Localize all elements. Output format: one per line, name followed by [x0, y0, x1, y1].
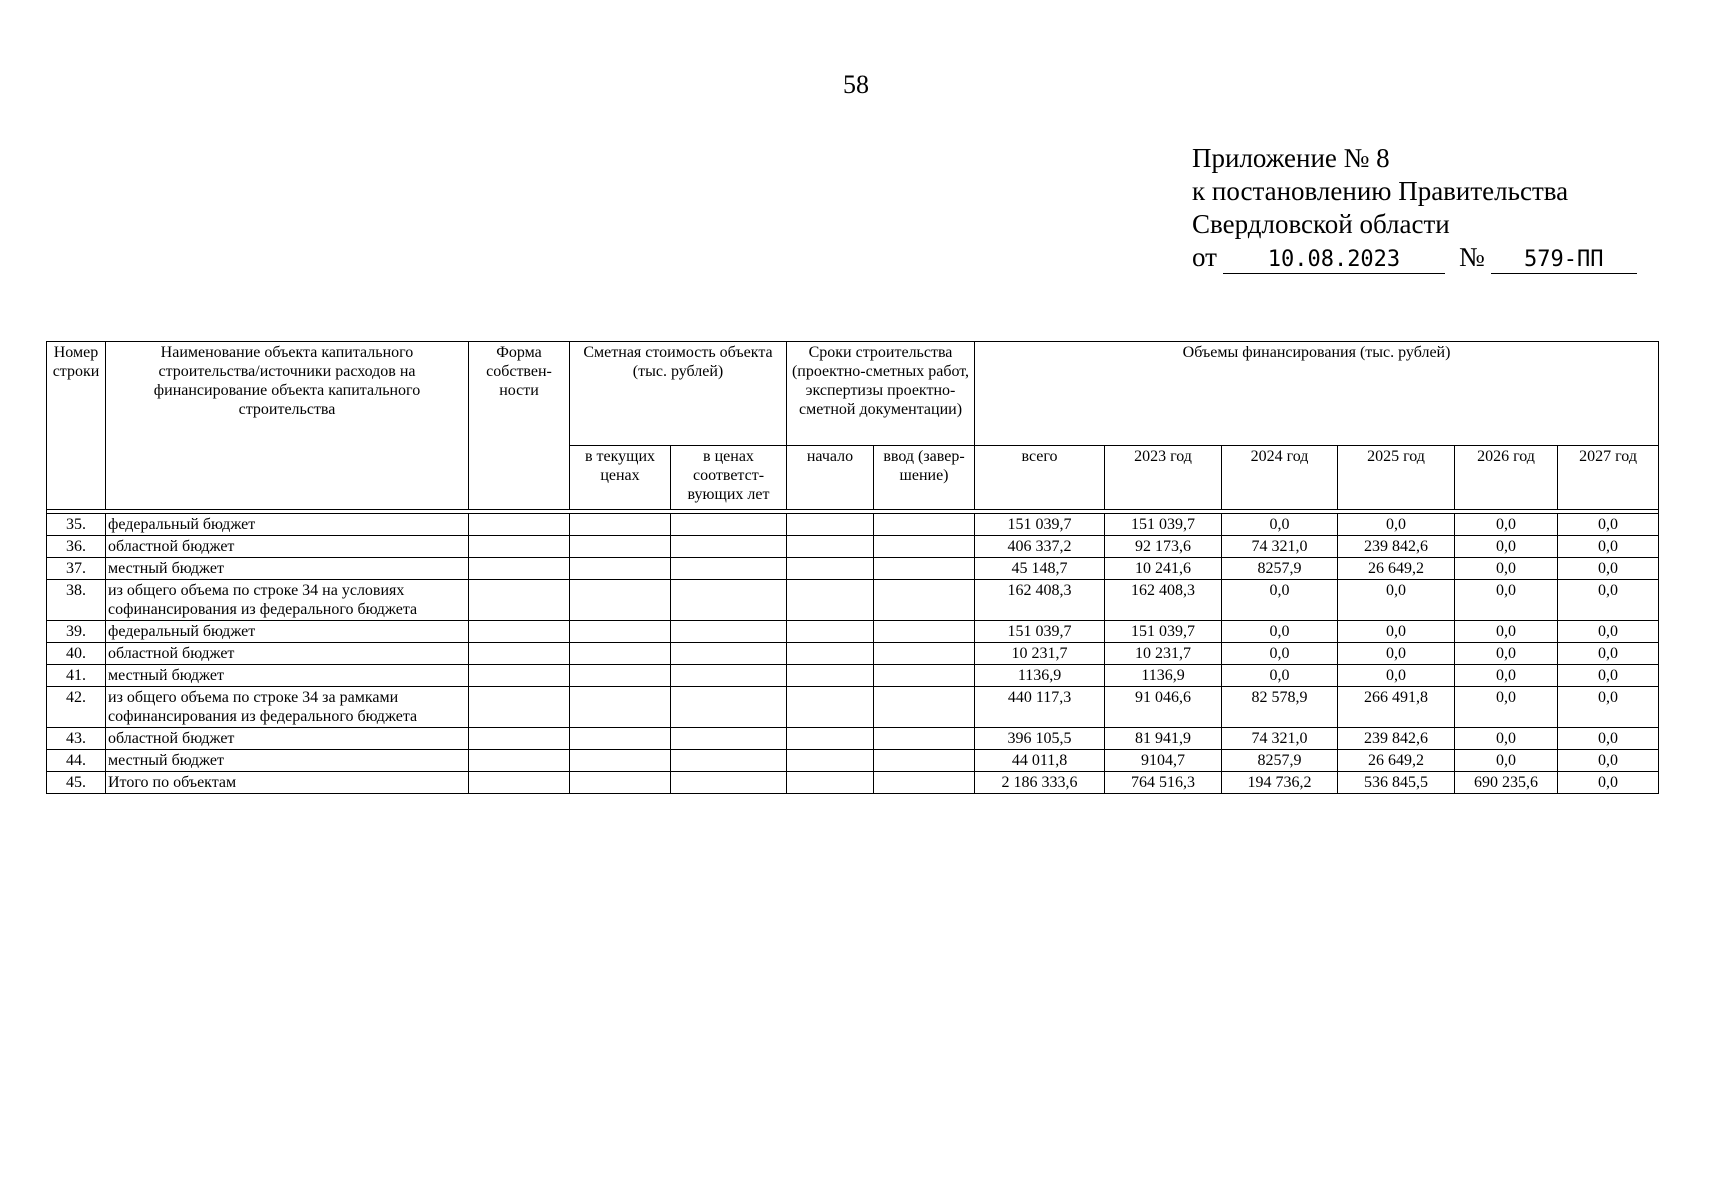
row-y2025-cell: 0,0: [1338, 621, 1455, 643]
header-estimated-cost: Сметная стоимость объекта (тыс. рублей): [570, 342, 787, 446]
row-empty-cell: [469, 687, 570, 728]
row-y2025-cell: 239 842,6: [1338, 536, 1455, 558]
row-empty-cell: [570, 580, 671, 621]
row-empty-cell: [874, 580, 975, 621]
row-name-cell: федеральный бюджет: [106, 621, 469, 643]
row-empty-cell: [570, 621, 671, 643]
row-empty-cell: [570, 643, 671, 665]
header-2026: 2026 год: [1455, 446, 1558, 510]
page-number: 58: [843, 70, 869, 99]
row-number-cell: 37.: [47, 558, 106, 580]
row-y2023-cell: 1136,9: [1105, 665, 1222, 687]
row-empty-cell: [787, 643, 874, 665]
row-y2024-cell: 0,0: [1222, 643, 1338, 665]
row-number-cell: 41.: [47, 665, 106, 687]
header-start: начало: [787, 446, 874, 510]
appendix-region: Свердловской области: [1192, 209, 1450, 239]
row-y2027-cell: 0,0: [1558, 687, 1659, 728]
row-name-cell: местный бюджет: [106, 750, 469, 772]
row-empty-cell: [570, 728, 671, 750]
date-prefix: от: [1192, 242, 1217, 272]
row-empty-cell: [469, 750, 570, 772]
appendix-date-line: [1192, 241, 1637, 274]
row-y2026-cell: 0,0: [1455, 580, 1558, 621]
row-y2023-cell: 764 516,3: [1105, 772, 1222, 794]
row-y2026-cell: 0,0: [1455, 750, 1558, 772]
row-empty-cell: [787, 558, 874, 580]
row-empty-cell: [787, 665, 874, 687]
row-empty-cell: [874, 665, 975, 687]
row-number-cell: 39.: [47, 621, 106, 643]
row-y2026-cell: 0,0: [1455, 536, 1558, 558]
row-empty-cell: [469, 643, 570, 665]
row-empty-cell: [874, 728, 975, 750]
row-y2026-cell: 0,0: [1455, 558, 1558, 580]
row-number-cell: 45.: [47, 772, 106, 794]
header-row-number: Номер строки: [47, 342, 106, 510]
row-total-cell: 396 105,5: [975, 728, 1105, 750]
header-total: всего: [975, 446, 1105, 510]
row-y2026-cell: 0,0: [1455, 621, 1558, 643]
row-y2027-cell: 0,0: [1558, 750, 1659, 772]
row-y2027-cell: 0,0: [1558, 621, 1659, 643]
row-empty-cell: [787, 728, 874, 750]
row-y2027-cell: 0,0: [1558, 558, 1659, 580]
row-empty-cell: [469, 580, 570, 621]
row-empty-cell: [671, 772, 787, 794]
row-y2023-cell: 91 046,6: [1105, 687, 1222, 728]
row-y2024-cell: 0,0: [1222, 580, 1338, 621]
row-empty-cell: [671, 558, 787, 580]
row-name-cell: областной бюджет: [106, 728, 469, 750]
row-empty-cell: [874, 536, 975, 558]
row-y2023-cell: 9104,7: [1105, 750, 1222, 772]
appendix-subtitle: к постановлению Правительства: [1192, 176, 1569, 206]
row-y2026-cell: 0,0: [1455, 687, 1558, 728]
row-y2023-cell: 92 173,6: [1105, 536, 1222, 558]
row-empty-cell: [671, 643, 787, 665]
row-total-cell: 440 117,3: [975, 687, 1105, 728]
row-empty-cell: [671, 621, 787, 643]
row-empty-cell: [671, 687, 787, 728]
row-number-cell: 44.: [47, 750, 106, 772]
row-number-cell: 40.: [47, 643, 106, 665]
table-row: [47, 514, 1659, 536]
row-y2023-cell: 162 408,3: [1105, 580, 1222, 621]
row-y2027-cell: 0,0: [1558, 728, 1659, 750]
row-y2027-cell: 0,0: [1558, 580, 1659, 621]
row-total-cell: 2 186 333,6: [975, 772, 1105, 794]
row-number-cell: 38.: [47, 580, 106, 621]
row-empty-cell: [469, 558, 570, 580]
header-construction-terms: Сроки строительства (проектно-сметных работ, экспертизы проектно-сметной документации): [787, 342, 975, 446]
table-row: [47, 621, 1659, 643]
row-y2024-cell: 74 321,0: [1222, 536, 1338, 558]
row-empty-cell: [874, 643, 975, 665]
row-y2026-cell: 0,0: [1455, 665, 1558, 687]
row-empty-cell: [570, 772, 671, 794]
row-total-cell: 45 148,7: [975, 558, 1105, 580]
row-y2024-cell: 8257,9: [1222, 558, 1338, 580]
row-y2027-cell: 0,0: [1558, 665, 1659, 687]
row-empty-cell: [671, 728, 787, 750]
row-name-cell: областной бюджет: [106, 536, 469, 558]
header-2027: 2027 год: [1558, 446, 1659, 510]
row-empty-cell: [570, 750, 671, 772]
row-y2023-cell: 10 231,7: [1105, 643, 1222, 665]
row-number-cell: 35.: [47, 514, 106, 536]
row-total-cell: 151 039,7: [975, 514, 1105, 536]
row-name-cell: из общего объема по строке 34 на условиях софинансирования из федерального бюджета: [106, 580, 469, 621]
row-empty-cell: [570, 558, 671, 580]
row-name-cell: из общего объема по строке 34 за рамками софинансирования из федерального бюджета: [106, 687, 469, 728]
row-empty-cell: [787, 536, 874, 558]
row-y2026-cell: 0,0: [1455, 643, 1558, 665]
number-value: 579-ПП: [1491, 247, 1637, 274]
table-row: [47, 750, 1659, 772]
row-y2025-cell: 0,0: [1338, 643, 1455, 665]
row-empty-cell: [469, 665, 570, 687]
table-row: [47, 772, 1659, 794]
table-row: [47, 558, 1659, 580]
row-empty-cell: [787, 621, 874, 643]
row-y2023-cell: 10 241,6: [1105, 558, 1222, 580]
row-empty-cell: [787, 580, 874, 621]
table-row: [47, 643, 1659, 665]
row-total-cell: 406 337,2: [975, 536, 1105, 558]
row-empty-cell: [570, 665, 671, 687]
row-y2023-cell: 151 039,7: [1105, 514, 1222, 536]
row-y2024-cell: 194 736,2: [1222, 772, 1338, 794]
row-empty-cell: [874, 558, 975, 580]
row-empty-cell: [874, 772, 975, 794]
row-empty-cell: [469, 514, 570, 536]
row-y2024-cell: 0,0: [1222, 621, 1338, 643]
row-y2025-cell: 26 649,2: [1338, 750, 1455, 772]
row-total-cell: 151 039,7: [975, 621, 1105, 643]
row-empty-cell: [874, 514, 975, 536]
row-y2024-cell: 8257,9: [1222, 750, 1338, 772]
table-row: [47, 536, 1659, 558]
row-total-cell: 44 011,8: [975, 750, 1105, 772]
row-y2025-cell: 266 491,8: [1338, 687, 1455, 728]
appendix-block: [1192, 142, 1637, 274]
table-row: [47, 687, 1659, 728]
row-y2025-cell: 536 845,5: [1338, 772, 1455, 794]
row-y2025-cell: 239 842,6: [1338, 728, 1455, 750]
row-y2025-cell: 0,0: [1338, 580, 1455, 621]
row-name-cell: местный бюджет: [106, 665, 469, 687]
row-empty-cell: [671, 665, 787, 687]
row-empty-cell: [469, 621, 570, 643]
header-2025: 2025 год: [1338, 446, 1455, 510]
row-empty-cell: [570, 536, 671, 558]
header-cost-years: в ценах соответст-вующих лет: [671, 446, 787, 510]
row-empty-cell: [469, 772, 570, 794]
row-total-cell: 1136,9: [975, 665, 1105, 687]
row-y2024-cell: 82 578,9: [1222, 687, 1338, 728]
row-empty-cell: [874, 750, 975, 772]
row-empty-cell: [787, 772, 874, 794]
header-finish: ввод (завер-шение): [874, 446, 975, 510]
row-empty-cell: [671, 580, 787, 621]
row-empty-cell: [469, 536, 570, 558]
row-y2024-cell: 0,0: [1222, 514, 1338, 536]
header-cost-current: в текущих ценах: [570, 446, 671, 510]
appendix-title: Приложение № 8: [1192, 143, 1390, 173]
row-y2025-cell: 26 649,2: [1338, 558, 1455, 580]
row-empty-cell: [469, 728, 570, 750]
row-y2027-cell: 0,0: [1558, 536, 1659, 558]
row-y2023-cell: 151 039,7: [1105, 621, 1222, 643]
row-empty-cell: [671, 750, 787, 772]
row-empty-cell: [787, 687, 874, 728]
row-name-cell: местный бюджет: [106, 558, 469, 580]
row-empty-cell: [570, 514, 671, 536]
row-number-cell: 36.: [47, 536, 106, 558]
header-financing: Объемы финансирования (тыс. рублей): [975, 342, 1659, 446]
row-y2026-cell: 0,0: [1455, 728, 1558, 750]
table-row: [47, 580, 1659, 621]
row-y2026-cell: 690 235,6: [1455, 772, 1558, 794]
header-ownership: Форма собствен-ности: [469, 342, 570, 510]
header-2024: 2024 год: [1222, 446, 1338, 510]
row-empty-cell: [570, 687, 671, 728]
row-y2024-cell: 0,0: [1222, 665, 1338, 687]
row-y2026-cell: 0,0: [1455, 514, 1558, 536]
date-value: 10.08.2023: [1223, 247, 1445, 274]
row-y2027-cell: 0,0: [1558, 514, 1659, 536]
row-name-cell: областной бюджет: [106, 643, 469, 665]
row-empty-cell: [874, 687, 975, 728]
row-name-cell: федеральный бюджет: [106, 514, 469, 536]
row-y2025-cell: 0,0: [1338, 514, 1455, 536]
header-2023: 2023 год: [1105, 446, 1222, 510]
row-y2027-cell: 0,0: [1558, 643, 1659, 665]
row-total-cell: 10 231,7: [975, 643, 1105, 665]
row-y2027-cell: 0,0: [1558, 772, 1659, 794]
table-row: [47, 665, 1659, 687]
table-row: [47, 728, 1659, 750]
row-empty-cell: [787, 514, 874, 536]
number-prefix: №: [1458, 242, 1485, 272]
row-empty-cell: [874, 621, 975, 643]
financing-table: [46, 341, 1659, 794]
row-number-cell: 42.: [47, 687, 106, 728]
row-name-cell: Итого по объектам: [106, 772, 469, 794]
row-empty-cell: [671, 514, 787, 536]
row-y2023-cell: 81 941,9: [1105, 728, 1222, 750]
header-name: Наименование объекта капитального строительства/источники расходов на финансирование объекта капитального строительства: [106, 342, 469, 510]
row-empty-cell: [671, 536, 787, 558]
row-y2025-cell: 0,0: [1338, 665, 1455, 687]
row-empty-cell: [787, 750, 874, 772]
row-y2024-cell: 74 321,0: [1222, 728, 1338, 750]
row-number-cell: 43.: [47, 728, 106, 750]
row-total-cell: 162 408,3: [975, 580, 1105, 621]
